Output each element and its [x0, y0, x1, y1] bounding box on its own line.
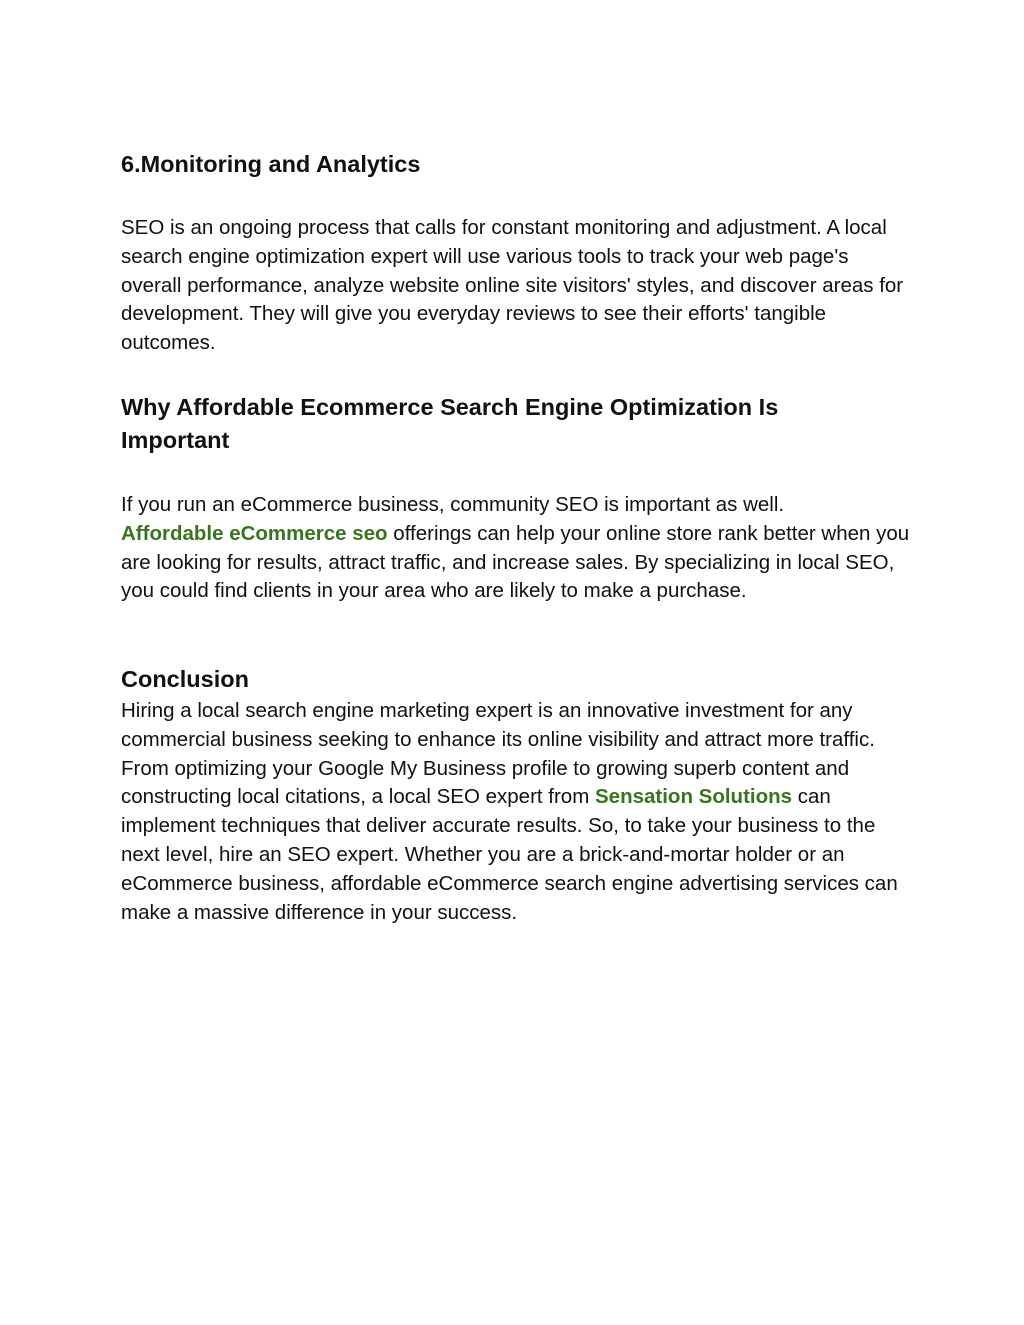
- conclusion-body-start: Hiring a local search engine marketing expert is an innovative investment for any commercial business seeking to enhance its online visibility and attract more traffic. From optimizing your Google My Business profile to growing superb content and constructing local citations, a local SEO expert from: [121, 699, 875, 809]
- section-heading-conclusion: Conclusion: [121, 666, 249, 692]
- why-body-start: If you run an eCommerce business, community SEO is important as well.: [121, 493, 785, 516]
- section-heading-why: Why Affordable Ecommerce Search Engine Optimization Is Important: [121, 394, 779, 453]
- sensation-solutions-link[interactable]: Sensation Solutions: [595, 785, 793, 809]
- section-body-conclusion: [121, 697, 911, 927]
- section-heading-monitoring: 6.Monitoring and Analytics: [121, 151, 421, 177]
- section-body-monitoring: SEO is an ongoing process that calls for constant monitoring and adjustment. A local search engine optimization expert will use various tools to track your web page's overall performance, analyze website online site visitors' styles, and discover areas for development. They will give you everyday reviews to see their efforts' tangible outcomes.: [121, 216, 904, 355]
- conclusion-body-end: can implement techniques that deliver accurate results. So, to take your business to the next level, hire an SEO expert. Whether you are a brick-and-mortar holder or an eCommerce business, affordable eCommerce search engine advertising services can make a massive difference in your success.: [121, 785, 898, 924]
- section-body-why: [121, 491, 911, 606]
- why-body-end: offerings can help your online store rank better when you are looking for results, attract traffic, and increase sales. By specializing in local SEO, you could find clients in your area who are likely to make a purchase.: [121, 521, 910, 603]
- affordable-ecommerce-seo-link[interactable]: Affordable eCommerce seo: [121, 521, 388, 545]
